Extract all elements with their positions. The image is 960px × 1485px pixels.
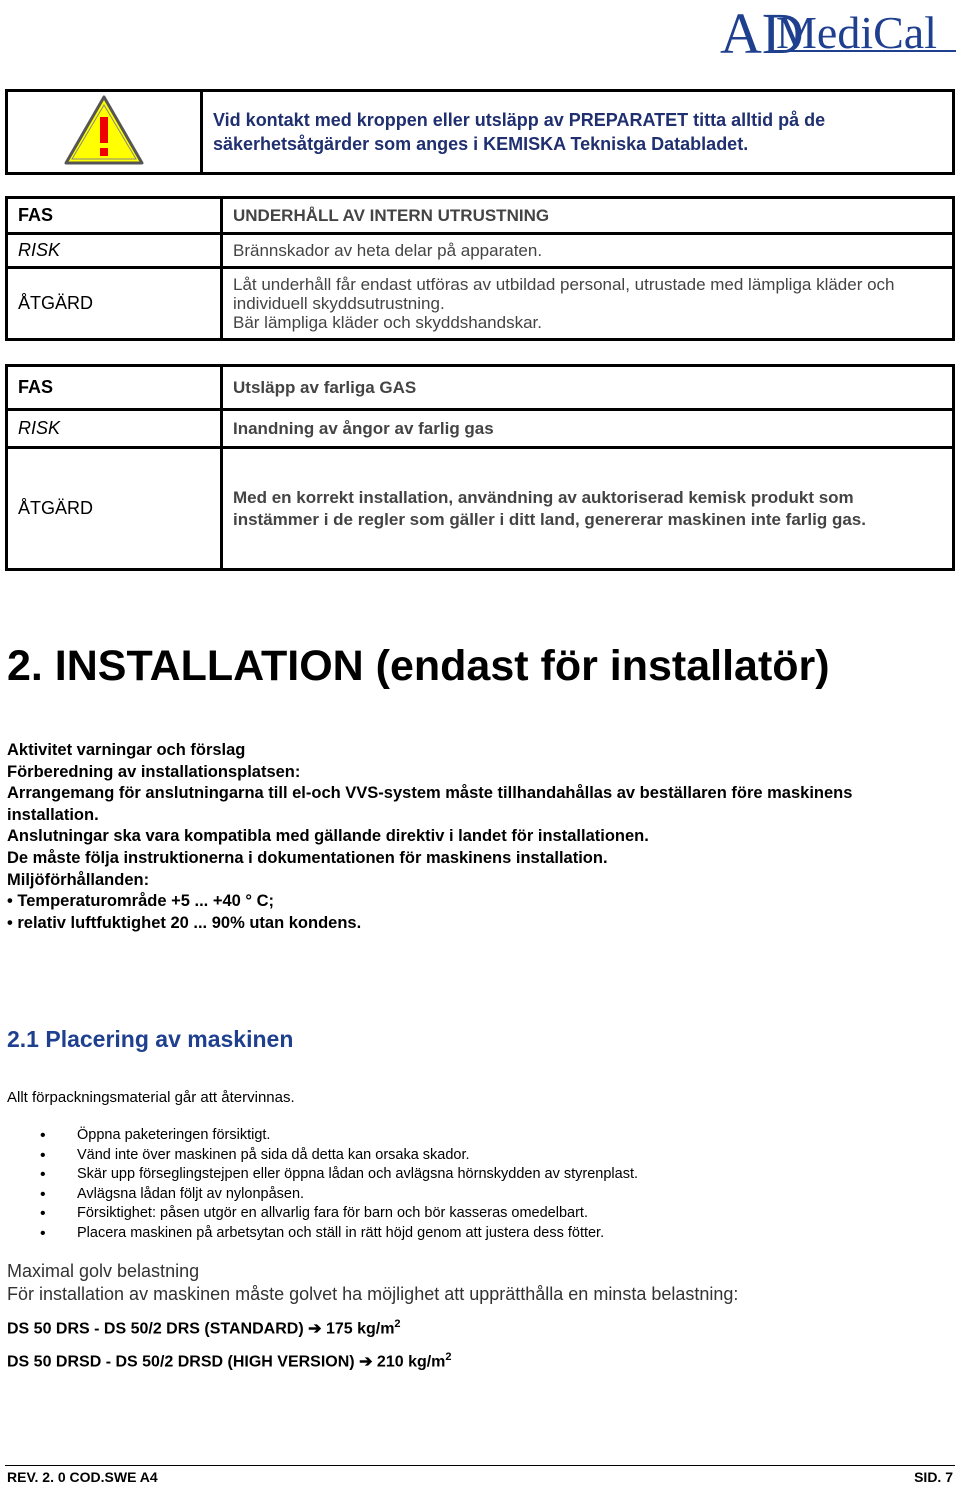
risk-label: RISK xyxy=(7,234,222,268)
risk-value: Inandning av ångor av farlig gas xyxy=(222,410,954,448)
model-name: DS 50 DRSD - DS 50/2 DRSD (HIGH VERSION) xyxy=(7,1353,355,1371)
risk-table-gas xyxy=(5,364,955,571)
warning-text: Vid kontakt med kroppen eller utsläpp av PREPARATET titta alltid på de säkerhetsåtgärder som anges i KEMISKA Tekniska Databladet. xyxy=(202,91,954,174)
text-line: Aktivitet varningar och förslag xyxy=(7,741,246,759)
load-spec-standard xyxy=(7,1318,401,1338)
warning-box xyxy=(5,89,955,175)
text-line: • relativ luftfuktighet 20 ... 90% utan kondens. xyxy=(7,913,362,932)
exponent: 2 xyxy=(394,1318,401,1330)
list-item: • Vänd inte över maskinen på sida då detta kan orsaka skador. xyxy=(40,1146,638,1166)
atgard-line: Bär lämpliga kläder och skyddshandskar. xyxy=(233,313,542,332)
footer-divider xyxy=(5,1465,955,1466)
atgard-value xyxy=(222,268,954,340)
recycle-note: Allt förpackningsmaterial går att återvinnas. xyxy=(7,1089,295,1106)
list-item: • Försiktighet: påsen utgör en allvarlig fara för barn och bör kasseras omedelbart. xyxy=(40,1204,638,1224)
subsection-title: 2.1 Placering av maskinen xyxy=(7,1026,294,1052)
atgard-label: ÅTGÄRD xyxy=(7,268,222,340)
load-value: 210 kg/m xyxy=(376,1353,446,1371)
installation-text xyxy=(7,740,947,934)
exponent: 2 xyxy=(445,1351,452,1363)
fas-label: FAS xyxy=(7,366,222,410)
list-item: • Avlägsna lådan följt av nylonpåsen. xyxy=(40,1185,638,1205)
text-line: Miljöförhållanden: xyxy=(7,870,150,889)
atgard-value: Med en korrekt installation, användning av auktoriserad kemisk produkt som instämmer i de regler som gäller i ditt land, genererar maskinen inte farlig gas. xyxy=(222,448,954,570)
fas-value: Utsläpp av farliga GAS xyxy=(222,366,954,410)
load-value: 175 kg/m xyxy=(325,1320,395,1338)
load-spec-high xyxy=(7,1351,452,1371)
arrow-right-icon: ➔ xyxy=(303,1320,326,1338)
arrow-right-icon: ➔ xyxy=(354,1353,377,1371)
model-name: DS 50 DRS - DS 50/2 DRS (STANDARD) xyxy=(7,1320,304,1338)
load-text: För installation av maskinen måste golvet ha möjlighet att upprätthålla en minsta belastning: xyxy=(7,1284,739,1304)
risk-label: RISK xyxy=(7,410,222,448)
logo-underline xyxy=(774,50,956,52)
list-item: • Skär upp förseglingstejpen eller öppna lådan och avlägsna hörnskydden av styrenplast. xyxy=(40,1165,638,1185)
risk-table-maintenance xyxy=(5,196,955,341)
footer-page-number: SID. 7 xyxy=(914,1469,953,1485)
text-line: Anslutningar ska vara kompatibla med gällande direktiv i landet för installationen. xyxy=(7,827,649,846)
list-item: • Placera maskinen på arbetsytan och ställ in rätt höjd genom att justera dess fötter. xyxy=(40,1224,638,1244)
instruction-list xyxy=(40,1126,638,1243)
logo-text: MediCal xyxy=(776,7,937,58)
fas-value: UNDERHÅLL AV INTERN UTRUSTNING xyxy=(222,198,954,234)
text-line: Arrangemang för anslutningarna till el-och VVS-system måste tillhandahållas av beställaren före maskinens installation. xyxy=(7,784,853,824)
warning-triangle-icon xyxy=(62,93,146,167)
load-title: Maximal golv belastning xyxy=(7,1261,200,1281)
risk-value: Brännskador av heta delar på apparaten. xyxy=(222,234,954,268)
section-title: 2. INSTALLATION (endast för installatör) xyxy=(7,642,830,690)
company-logo xyxy=(718,0,958,64)
logo-ad-mark: AD xyxy=(720,1,804,66)
fas-label: FAS xyxy=(7,198,222,234)
list-item: • Öppna paketeringen försiktigt. xyxy=(40,1126,638,1146)
footer-revision: REV. 2. 0 COD.SWE A4 xyxy=(7,1469,158,1485)
text-line: De måste följa instruktionerna i dokumentationen för maskinens installation. xyxy=(7,848,608,867)
text-line: • Temperaturområde +5 ... +40 ° C; xyxy=(7,892,274,911)
warning-icon-cell xyxy=(7,91,202,174)
text-line: Förberedning av installationsplatsen: xyxy=(7,762,301,781)
atgard-label: ÅTGÄRD xyxy=(7,448,222,570)
atgard-line: Låt underhåll får endast utföras av utbildad personal, utrustade med lämpliga kläder och individuell skyddsutrustning. xyxy=(233,275,895,313)
